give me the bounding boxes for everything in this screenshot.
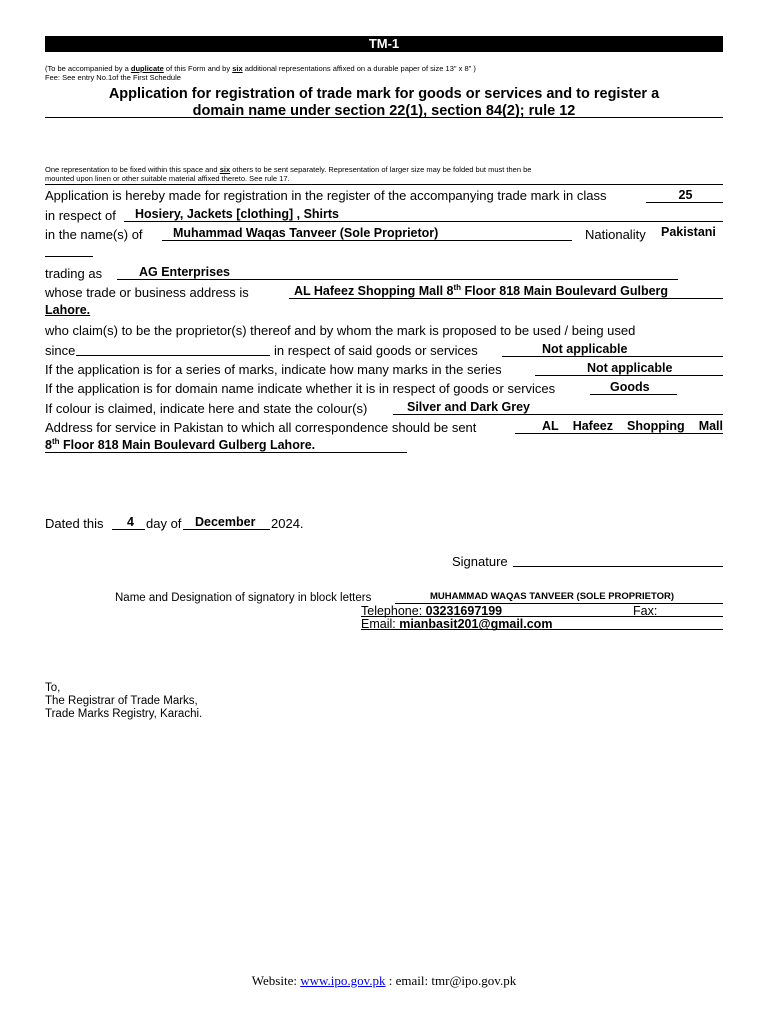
nationality-value: Pakistani bbox=[661, 225, 716, 239]
respect-label: in respect of bbox=[45, 208, 116, 223]
title-rule bbox=[45, 117, 723, 118]
since-mid-label: in respect of said goods or services bbox=[274, 343, 478, 358]
fee-note: Fee: See entry No.1of the First Schedule bbox=[45, 73, 181, 82]
form-title: Application for registration of trade mark for goods or services and to register a domain name under section 22(1), section 84(2); rule 12 bbox=[108, 86, 660, 119]
series-value: Not applicable bbox=[535, 360, 723, 376]
signature-label: Signature bbox=[452, 554, 508, 569]
nationality-label: Nationality bbox=[585, 227, 646, 242]
address-label: whose trade or business address is bbox=[45, 285, 249, 300]
colour-label: If colour is claimed, indicate here and state the colour(s) bbox=[45, 401, 368, 416]
representation-note: One representation to be fixed within this space and six others to be sent separately. Representation of larger size may be folded but must then be bbox=[45, 165, 532, 174]
series-label: If the application is for a series of marks, indicate how many marks in the series bbox=[45, 362, 502, 377]
nationality-continuation-line bbox=[45, 256, 93, 257]
representation-rule bbox=[45, 184, 723, 185]
since-date-line bbox=[76, 355, 270, 356]
representation-note-line2: mounted upon linen or other suitable material affixed thereto. See rule 17. bbox=[45, 174, 290, 183]
dated-month: December bbox=[183, 514, 270, 530]
signatory-name: MUHAMMAD WAQAS TANVEER (SOLE PROPRIETOR) bbox=[430, 590, 723, 604]
dated-year: 2024. bbox=[271, 516, 304, 531]
service-label: Address for service in Pakistan to which all correspondence should be sent bbox=[45, 420, 477, 435]
name-label: in the name(s) of bbox=[45, 227, 143, 242]
accompany-note: (To be accompanied by a duplicate of this Form and by six additional representations affixed on a durable paper of size 13" x 8" ) bbox=[45, 64, 476, 73]
class-value: 25 bbox=[646, 187, 723, 203]
email: Email: mianbasit201@gmail.com bbox=[361, 617, 553, 631]
trading-label: trading as bbox=[45, 266, 103, 281]
respect-value: Hosiery, Jackets [clothing] , Shirts bbox=[124, 206, 723, 222]
trading-value: AG Enterprises bbox=[117, 264, 678, 280]
name-value: Muhammad Waqas Tanveer (Sole Proprietor) bbox=[162, 225, 572, 241]
claim-text: who claim(s) to be the proprietor(s) thereof and by whom the mark is proposed to be used / being used bbox=[45, 323, 636, 338]
form-code: TM-1 bbox=[368, 36, 400, 51]
dated-day-of-label: day of bbox=[146, 516, 182, 531]
footer-email: tmr@ipo.gov.pk bbox=[431, 973, 517, 988]
fax-label: Fax: bbox=[633, 604, 658, 618]
footer: Website: www.ipo.gov.pk : email: tmr@ipo.gov.pk bbox=[251, 973, 517, 988]
since-value: Not applicable bbox=[502, 341, 723, 357]
address-value-line1: AL Hafeez Shopping Mall 8th Floor 818 Main Boulevard Gulberg bbox=[289, 283, 723, 299]
telephone: Telephone: 03231697199 bbox=[361, 604, 503, 618]
recipient-address: To, The Registrar of Trade Marks, Trade Marks Registry, Karachi. bbox=[45, 682, 203, 720]
domain-label: If the application is for domain name indicate whether it is in respect of goods or services bbox=[45, 381, 556, 396]
website-link[interactable]: www.ipo.gov.pk bbox=[300, 973, 386, 988]
since-label: since bbox=[45, 343, 76, 358]
dated-label: Dated this bbox=[45, 516, 104, 531]
signature-line bbox=[513, 566, 723, 567]
service-value-line1: AL Hafeez Shopping Mall bbox=[515, 418, 723, 434]
class-label: Application is hereby made for registration in the register of the accompanying trade mark in class bbox=[45, 188, 607, 203]
service-value-line2: 8th Floor 818 Main Boulevard Gulberg Lahore. bbox=[45, 437, 407, 453]
dated-day: 4 bbox=[112, 514, 145, 530]
address-value-line2: Lahore. bbox=[45, 303, 91, 317]
form-code-bar bbox=[45, 36, 723, 52]
colour-value: Silver and Dark Grey bbox=[393, 399, 723, 415]
signatory-label: Name and Designation of signatory in block letters bbox=[115, 592, 372, 604]
domain-value: Goods bbox=[590, 379, 677, 395]
